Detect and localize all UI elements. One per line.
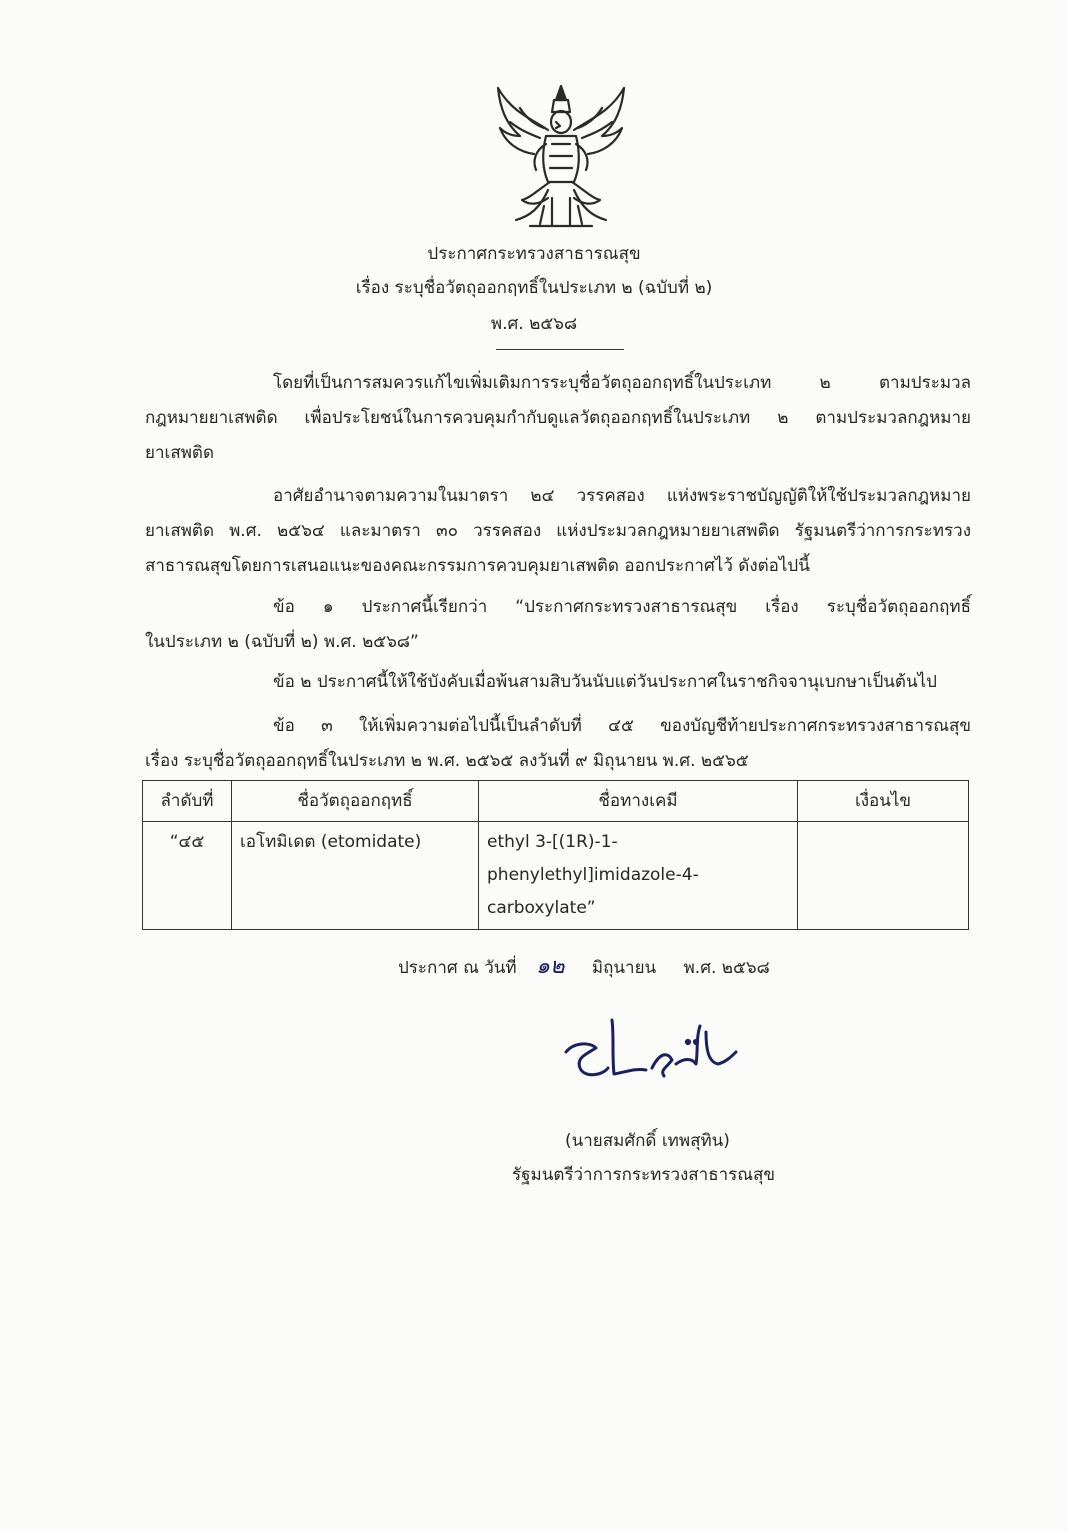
date-prefix: ประกาศ ณ วันที่: [398, 958, 517, 978]
paragraph-line: กฎหมายยาเสพติด เพื่อประโยชน์ในการควบคุมกำกับดูแลวัตถุออกฤทธิ์ในประเภท ๒ ตามประมวลกฎหมาย: [145, 408, 971, 428]
substance-table: [142, 780, 969, 930]
paragraph-line: ข้อ ๒ ประกาศนี้ให้ใช้บังคับเมื่อพ้นสามสิบวันนับแต่วันประกาศในราชกิจจานุเบกษาเป็นต้นไป: [273, 672, 937, 692]
column-header-substance: ชื่อวัตถุออกฤทธิ์: [232, 781, 479, 822]
date-month: มิถุนายน: [591, 958, 657, 978]
paragraph-line: ยาเสพติด พ.ศ. ๒๕๖๔ และมาตรา ๓๐ วรรคสอง แห่งประมวลกฎหมายยาเสพติด รัฐมนตรีว่าการกระทรวง: [145, 521, 971, 541]
paragraph-line: เรื่อง ระบุชื่อวัตถุออกฤทธิ์ในประเภท ๒ พ.ศ. ๒๕๖๕ ลงวันที่ ๙ มิถุนายน พ.ศ. ๒๕๖๕: [145, 751, 749, 771]
cell-order: “๔๕: [143, 822, 232, 930]
cell-chemical-name: [479, 822, 798, 930]
garuda-emblem-icon: [490, 78, 632, 230]
paragraph-line: ยาเสพติด: [145, 443, 214, 463]
column-header-condition: เงื่อนไข: [798, 781, 969, 822]
table-header-row: [143, 781, 969, 822]
paragraph-line: อาศัยอำนาจตามความในมาตรา ๒๔ วรรคสอง แห่งพระราชบัญญัติให้ใช้ประมวลกฎหมาย: [273, 486, 971, 506]
cell-substance-name: เอโทมิเดต (etomidate): [232, 822, 479, 930]
chemical-name-line: phenylethyl]imidazole-4-: [487, 865, 699, 885]
date-day: ๑๒: [536, 954, 565, 979]
paragraph-line: ในประเภท ๒ (ฉบับที่ ๒) พ.ศ. ๒๕๖๘”: [145, 632, 419, 652]
signer-name: (นายสมศักดิ์ เทพสุทิน): [565, 1131, 730, 1151]
preamble-paragraph: [145, 366, 971, 471]
paragraph-line: โดยที่เป็นการสมควรแก้ไขเพิ่มเติมการระบุชื่อวัตถุออกฤทธิ์ในประเภท ๒ ตามประมวล: [273, 373, 971, 393]
handwritten-signature: [556, 1012, 746, 1092]
announcement-year: พ.ศ. ๒๕๖๘: [490, 314, 578, 334]
announcement-subject: เรื่อง ระบุชื่อวัตถุออกฤทธิ์ในประเภท ๒ (ฉบับที่ ๒): [355, 278, 713, 298]
header-divider: [496, 349, 624, 350]
announcement-title: ประกาศกระทรวงสาธารณสุข: [427, 244, 641, 264]
authority-paragraph: [145, 479, 971, 584]
chemical-name-line: ethyl 3-[(1R)-1-: [487, 832, 618, 852]
cell-condition: [798, 822, 969, 930]
column-header-order: ลำดับที่: [143, 781, 232, 822]
date-year: พ.ศ. ๒๕๖๘: [683, 958, 770, 978]
paragraph-line: ข้อ ๓ ให้เพิ่มความต่อไปนี้เป็นลำดับที่ ๔๕ ของบัญชีท้ายประกาศกระทรวงสาธารณสุข: [273, 716, 971, 736]
column-header-chemical-name: ชื่อทางเคมี: [479, 781, 798, 822]
paragraph-line: สาธารณสุขโดยการเสนอแนะของคณะกรรมการควบคุมยาเสพติด ออกประกาศไว้ ดังต่อไปนี้: [145, 556, 810, 576]
clause-1: [145, 590, 971, 660]
announcement-date: [398, 948, 770, 983]
chemical-name-line: carboxylate”: [487, 898, 596, 918]
clause-3: [145, 709, 971, 779]
paragraph-line: ข้อ ๑ ประกาศนี้เรียกว่า “ประกาศกระทรวงสาธารณสุข เรื่อง ระบุชื่อวัตถุออกฤทธิ์: [273, 597, 971, 617]
signer-title: รัฐมนตรีว่าการกระทรวงสาธารณสุข: [512, 1165, 776, 1185]
table-row: [143, 822, 969, 930]
clause-2: [145, 665, 971, 700]
